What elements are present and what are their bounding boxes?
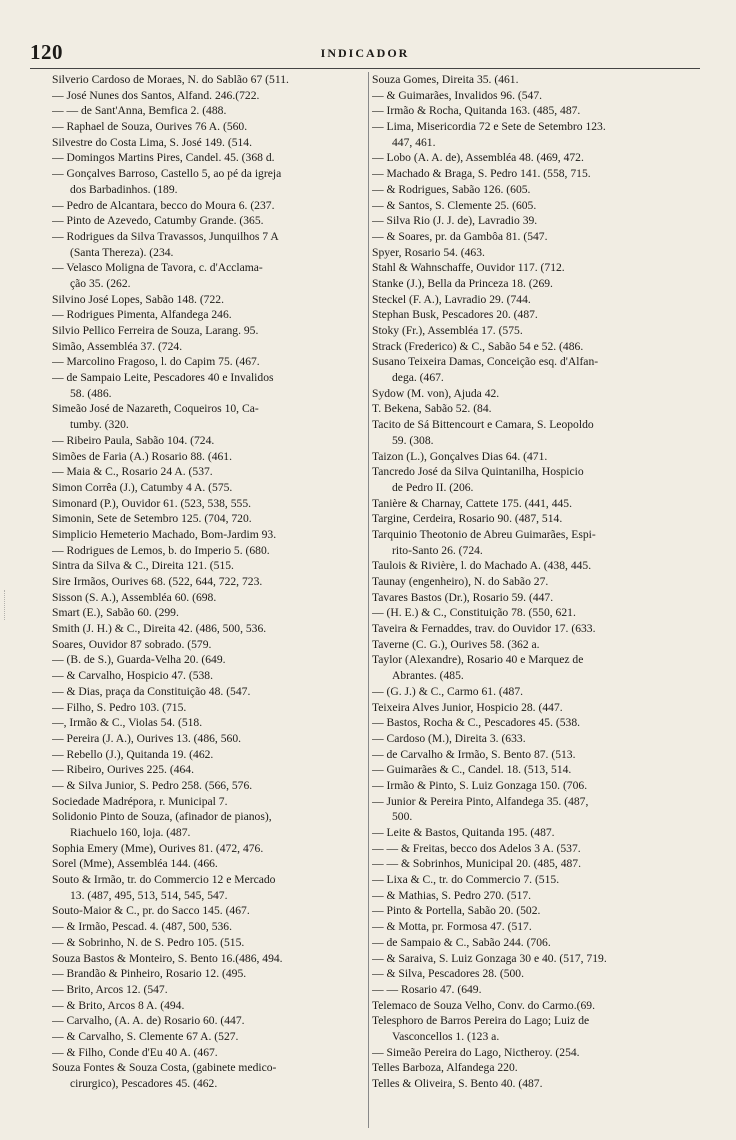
directory-entry: — Lobo (A. A. de), Assembléa 48. (469, 472. — [372, 151, 584, 165]
directory-entry: — Simeão Pereira do Lago, Nictheroy. (254. — [372, 1045, 580, 1059]
directory-entry: — José Nunes dos Santos, Alfand. 246.(722. — [52, 88, 260, 102]
directory-entry: — Lima, Misericordia 72 e Sete de Setembro 123. — [372, 120, 606, 134]
directory-entry: — Raphael de Souza, Ourives 76 A. (560. — [52, 120, 248, 134]
directory-entry: Soares, Ouvidor 87 sobrado. (579. — [52, 637, 212, 651]
directory-entry: Stahl & Wahnschaffe, Ouvidor 117. (712. — [372, 261, 565, 275]
entry-continuation: ção 35. (262. — [70, 276, 131, 290]
directory-entry: — Carvalho, (A. A. de) Rosario 60. (447. — [52, 1014, 245, 1028]
directory-entry: — Maia & C., Rosario 24 A. (537. — [52, 465, 213, 479]
directory-entry: — Cardoso (M.), Direita 3. (633. — [372, 731, 526, 745]
entry-continuation: de Pedro II. (206. — [392, 480, 474, 494]
directory-entry: — & Irmão, Pescad. 4. (487, 500, 536. — [52, 920, 232, 934]
directory-entry: Taverne (C. G.), Ourives 58. (362 a. — [372, 637, 540, 651]
directory-entry: Steckel (F. A.), Lavradio 29. (744. — [372, 292, 531, 306]
directory-entry: — Rodrigues da Silva Travassos, Junquilhos 7 A — [52, 229, 279, 243]
directory-entry: —, Irmão & C., Violas 54. (518. — [52, 716, 203, 730]
directory-entry: — & Dias, praça da Constituição 48. (547. — [52, 684, 251, 698]
directory-entry: — Ribeiro, Ourives 225. (464. — [52, 763, 195, 777]
directory-entry: — Marcolino Fragoso, l. do Capim 75. (467. — [52, 355, 260, 369]
directory-entry: Susano Teixeira Damas, Conceição esq. d'Alfan- — [372, 355, 599, 369]
directory-entry: Teixeira Alves Junior, Hospicio 28. (447. — [372, 700, 563, 714]
directory-entry: — Filho, S. Pedro 103. (715. — [52, 700, 187, 714]
directory-entry: Smart (E.), Sabão 60. (299. — [52, 606, 179, 620]
directory-entry: T. Bekena, Sabão 52. (84. — [372, 402, 492, 416]
directory-entry: — Pereira (J. A.), Ourives 13. (486, 560. — [52, 731, 242, 745]
directory-entry: — & Santos, S. Clemente 25. (605. — [372, 198, 537, 212]
directory-entry: Sorel (Mme), Assembléa 144. (466. — [52, 857, 218, 871]
directory-entry: Sydow (M. von), Ajuda 42. — [372, 386, 500, 400]
directory-entry: Taizon (L.), Gonçalves Dias 64. (471. — [372, 449, 548, 463]
directory-entry: — Velasco Moligna de Tavora, c. d'Acclama- — [52, 261, 263, 275]
directory-entry: — de Carvalho & Irmão, S. Bento 87. (513. — [372, 747, 576, 761]
directory-entry: Simão, Assembléa 37. (724. — [52, 339, 183, 353]
directory-entry: Silvio Pellico Ferreira de Souza, Larang. 95. — [52, 324, 259, 337]
directory-entry: — & Rodrigues, Sabão 126. (605. — [372, 182, 531, 196]
directory-entry: Sociedade Madrépora, r. Municipal 7. — [52, 794, 228, 808]
directory-entry: — & Silva Junior, S. Pedro 258. (566, 576. — [52, 778, 253, 792]
directory-entry: — de Sampaio Leite, Pescadores 40 e Invalidos — [52, 371, 274, 385]
directory-entry: Taveira & Fernaddes, trav. do Ouvidor 17. (633. — [372, 622, 596, 636]
directory-entry: Silvino José Lopes, Sabão 148. (722. — [52, 292, 224, 306]
directory-entry: — & Guimarães, Invalidos 96. (547. — [372, 88, 543, 102]
directory-entry: Simeão José de Nazareth, Coqueiros 10, Ca- — [52, 402, 259, 416]
directory-entry: Sophia Emery (Mme), Ourives 81. (472, 476. — [52, 841, 264, 855]
directory-entry: — Pinto & Portella, Sabão 20. (502. — [372, 904, 541, 918]
directory-entry: Spyer, Rosario 54. (463. — [372, 245, 485, 259]
directory-entry: — (B. de S.), Guarda-Velha 20. (649. — [52, 653, 226, 667]
directory-entry: Smith (J. H.) & C., Direita 42. (486, 500, 536. — [52, 622, 267, 636]
directory-entry: — & Carvalho, Hospicio 47. (538. — [52, 669, 214, 683]
left-column — [52, 72, 366, 1092]
directory-entry: — & Filho, Conde d'Eu 40 A. (467. — [52, 1045, 218, 1059]
directory-entry: Simon Corrêa (J.), Catumby 4 A. (575. — [52, 480, 233, 494]
directory-entry: Sire Irmãos, Ourives 68. (522, 644, 722, 723. — [52, 575, 263, 588]
margin-mark — [4, 590, 19, 620]
directory-entry: — & Sobrinho, N. de S. Pedro 105. (515. — [52, 935, 245, 949]
directory-entry: — Ribeiro Paula, Sabão 104. (724. — [52, 433, 215, 447]
directory-entry: Tavares Bastos (Dr.), Rosario 59. (447. — [372, 590, 554, 604]
directory-entry: — Bastos, Rocha & C., Pescadores 45. (538. — [372, 716, 581, 730]
directory-entry: — & Saraiva, S. Luiz Gonzaga 30 e 40. (517, 719. — [372, 951, 607, 965]
directory-entry: — & Carvalho, S. Clemente 67 A. (527. — [52, 1029, 239, 1043]
directory-entry: — Rodrigues Pimenta, Alfandega 246. — [52, 308, 232, 322]
directory-entry: Telles Barboza, Alfandega 220. — [372, 1061, 518, 1075]
directory-entry: Stephan Busk, Pescadores 20. (487. — [372, 308, 538, 322]
directory-entry: Targine, Cerdeira, Rosario 90. (487, 514. — [372, 512, 563, 526]
directory-entry: Taylor (Alexandre), Rosario 40 e Marquez de — [372, 653, 584, 667]
entry-continuation: 500. — [392, 810, 413, 824]
entry-continuation: cirurgico), Pescadores 45. (462. — [70, 1077, 218, 1090]
directory-entry: — de Sampaio & C., Sabão 244. (706. — [372, 935, 551, 949]
directory-entry: Silvestre do Costa Lima, S. José 149. (514. — [52, 135, 252, 149]
entry-continuation: rito-Santo 26. (724. — [392, 543, 483, 557]
entry-continuation: dega. (467. — [392, 371, 444, 385]
directory-entry: Tarquinio Theotonio de Abreu Guimarães, Espi- — [372, 527, 596, 541]
directory-entry: — — Rosario 47. (649. — [372, 982, 482, 996]
directory-entry: Stoky (Fr.), Assembléa 17. (575. — [372, 324, 523, 337]
directory-entry: — Domingos Martins Pires, Candel. 45. (368 d. — [52, 151, 275, 165]
entry-continuation: Vasconcellos 1. (123 a. — [392, 1029, 500, 1043]
directory-entry: Simões de Faria (A.) Rosario 88. (461. — [52, 449, 232, 463]
entry-continuation: 447, 461. — [392, 135, 436, 149]
directory-entry: — Irmão & Pinto, S. Luiz Gonzaga 150. (706. — [372, 778, 588, 792]
entry-continuation: 59. (308. — [392, 433, 434, 447]
directory-entry: Telesphoro de Barros Pereira do Lago; Luiz de — [372, 1014, 590, 1028]
directory-entry: Souza Fontes & Souza Costa, (gabinete medico- — [52, 1061, 277, 1075]
entry-continuation: 13. (487, 495, 513, 514, 545, 547. — [70, 888, 228, 902]
directory-entry: Souto-Maior & C., pr. do Sacco 145. (467. — [52, 904, 250, 918]
column-divider — [368, 72, 369, 1128]
directory-entry: Souza Gomes, Direita 35. (461. — [372, 73, 519, 86]
directory-entry: Sisson (S. A.), Assembléa 60. (698. — [52, 590, 217, 604]
directory-entry: Telles & Oliveira, S. Bento 40. (487. — [372, 1077, 543, 1090]
directory-entry: — Pinto de Azevedo, Catumby Grande. (365. — [52, 214, 264, 228]
entry-continuation: Abrantes. (485. — [392, 669, 464, 683]
directory-entry: Stanke (J.), Bella da Princeza 18. (269. — [372, 276, 553, 290]
directory-entry: — (G. J.) & C., Carmo 61. (487. — [372, 684, 524, 698]
entry-continuation: dos Barbadinhos. (189. — [70, 182, 178, 196]
directory-entry: — Lixa & C., tr. do Commercio 7. (515. — [372, 873, 560, 887]
directory-entry: Simonard (P.), Ouvidor 61. (523, 538, 555. — [52, 496, 252, 510]
directory-entry: — & Motta, pr. Formosa 47. (517. — [372, 920, 532, 934]
directory-entry: — Brandão & Pinheiro, Rosario 12. (495. — [52, 967, 247, 981]
directory-entry: — & Mathias, S. Pedro 270. (517. — [372, 888, 532, 902]
directory-entry: — & Soares, pr. da Gambôa 81. (547. — [372, 229, 548, 243]
page-header — [30, 40, 700, 68]
entry-continuation: (Santa Thereza). (234. — [70, 245, 174, 259]
directory-entry: — & Silva, Pescadores 28. (500. — [372, 967, 524, 981]
directory-entry: — Leite & Bastos, Quitanda 195. (487. — [372, 826, 555, 839]
directory-entry: Simplicio Hemeterio Machado, Bom-Jardim 93. — [52, 527, 277, 541]
directory-entry: Tancredo José da Silva Quintanilha, Hospicio — [372, 465, 584, 479]
directory-entry: Souto & Irmão, tr. do Commercio 12 e Mercado — [52, 873, 276, 887]
directory-entry: — — & Sobrinhos, Municipal 20. (485, 487. — [372, 857, 582, 871]
directory-entry: — — de Sant'Anna, Bemfica 2. (488. — [52, 104, 227, 118]
entry-continuation: 58. (486. — [70, 386, 112, 400]
directory-entry: Tacito de Sá Bittencourt e Camara, S. Leopoldo — [372, 418, 594, 432]
directory-entry: — Junior & Pereira Pinto, Alfandega 35. (487, — [372, 794, 589, 808]
directory-entry: — Rodrigues de Lemos, b. do Imperio 5. (680. — [52, 543, 270, 557]
directory-entry: — Gonçalves Barroso, Castello 5, ao pé da igreja — [52, 167, 282, 181]
directory-entry: — (H. E.) & C., Constituição 78. (550, 621. — [372, 606, 576, 620]
directory-entry: Telemaco de Souza Velho, Conv. do Carmo.(69. — [372, 998, 595, 1012]
directory-entry: — Rebello (J.), Quitanda 19. (462. — [52, 747, 214, 761]
directory-entry: — — & Freitas, becco dos Adelos 3 A. (537. — [372, 841, 581, 855]
directory-entry: Tanière & Charnay, Cattete 175. (441, 445. — [372, 496, 572, 510]
entry-continuation: tumby. (320. — [70, 418, 129, 432]
directory-entry: Sintra da Silva & C., Direita 121. (515. — [52, 559, 234, 573]
directory-entry: Taunay (engenheiro), N. do Sabão 27. — [372, 575, 549, 588]
directory-entry: — Guimarães & C., Candel. 18. (513, 514. — [372, 763, 572, 777]
directory-entry: — & Brito, Arcos 8 A. (494. — [52, 998, 185, 1012]
entry-continuation: Riachuelo 160, loja. (487. — [70, 826, 191, 839]
directory-entry: — Silva Rio (J. J. de), Lavradio 39. — [372, 214, 538, 228]
right-column — [372, 72, 722, 1092]
header-rule — [30, 68, 700, 69]
running-title: INDICADOR — [320, 46, 410, 60]
directory-entry: Silverio Cardoso de Moraes, N. do Sablão 67 (511. — [52, 73, 289, 86]
directory-entry: — Pedro de Alcantara, becco do Moura 6. (237. — [52, 198, 275, 212]
page-number: 120 — [30, 40, 63, 64]
directory-entry: — Machado & Braga, S. Pedro 141. (558, 715. — [372, 167, 591, 181]
directory-entry: — Brito, Arcos 12. (547. — [52, 982, 168, 996]
directory-entry: Simonin, Sete de Setembro 125. (704, 720. — [52, 512, 252, 526]
directory-entry: Solidonio Pinto de Souza, (afinador de pianos), — [52, 810, 272, 824]
directory-entry: Souza Bastos & Monteiro, S. Bento 16.(486, 494. — [52, 951, 283, 965]
directory-entry: Strack (Frederico) & C., Sabão 54 e 52. (486. — [372, 339, 584, 353]
directory-entry: — Irmão & Rocha, Quitanda 163. (485, 487. — [372, 104, 581, 118]
directory-entry: Taulois & Rivière, l. do Machado A. (438, 445. — [372, 559, 592, 573]
